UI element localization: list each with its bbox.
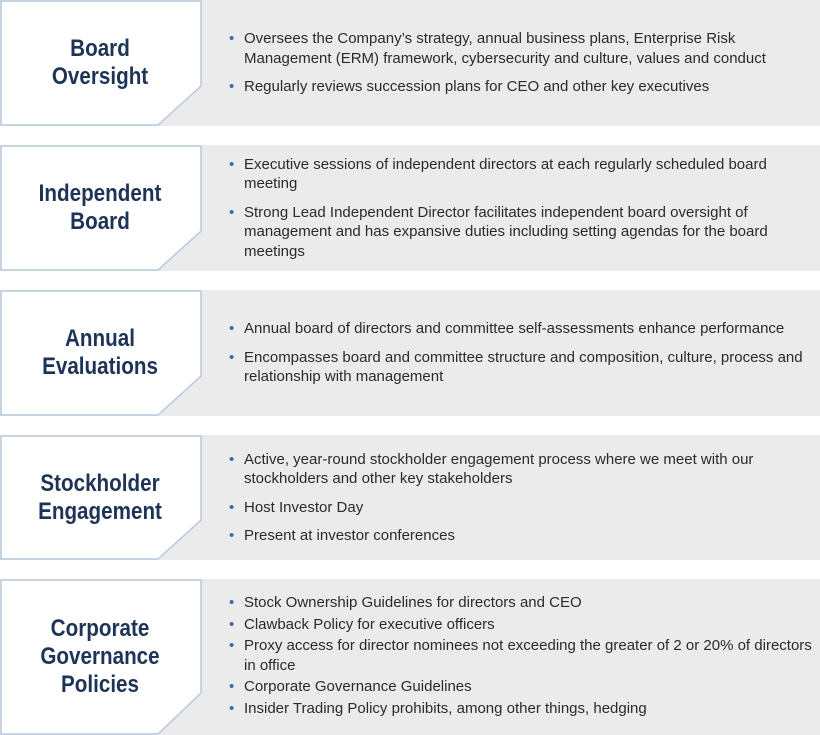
section-title-line: Board: [70, 208, 130, 235]
section-title-line: Annual: [65, 325, 135, 352]
bullet-item: • Insider Trading Policy prohibits, among other things, hedging: [228, 699, 816, 719]
bullet-item: • Strong Lead Independent Director facilitates independent board oversight of management and has expansive duties including setting agendas for the board meetings: [228, 203, 816, 262]
bullet-list: [228, 579, 816, 735]
bullet-item: • Present at investor conferences: [228, 526, 816, 546]
bullet-list: [228, 290, 816, 416]
bullet-item: • Executive sessions of independent directors at each regularly scheduled board meeting: [228, 155, 816, 194]
section-stockholder-engagement: [0, 435, 820, 560]
section-board-oversight: [0, 0, 820, 126]
bullet-list: [228, 145, 816, 271]
section-title-line: Evaluations: [42, 353, 158, 380]
bullet-item: • Regularly reviews succession plans for CEO and other key executives: [228, 77, 816, 97]
bullet-item: • Active, year-round stockholder engagement process where we meet with our stockholders and other key stakeholders: [228, 450, 816, 489]
section-label-box: [0, 290, 202, 416]
section-title-line: Board: [70, 35, 130, 62]
section-title: [14, 0, 186, 126]
bullet-item: • Host Investor Day: [228, 498, 816, 518]
section-title: [14, 435, 186, 560]
bullet-item: • Proxy access for director nominees not exceeding the greater of 2 or 20% of directors in office: [228, 636, 816, 675]
bullet-item: • Encompasses board and committee structure and composition, culture, process and relationship with management: [228, 348, 816, 387]
section-corporate-governance-policies: [0, 579, 820, 735]
section-title-line: Policies: [60, 671, 140, 698]
section-label-box: [0, 579, 202, 735]
bullet-list: [228, 435, 816, 560]
bullet-item: • Clawback Policy for executive officers: [228, 615, 816, 635]
section-title: [14, 145, 186, 271]
section-title: [14, 290, 186, 416]
section-label-box: [0, 435, 202, 560]
bullet-item: • Oversees the Company’s strategy, annual business plans, Enterprise Risk Management (ERM) framework, cybersecurity and culture, values and conduct: [228, 29, 816, 68]
section-title-line: Corporate: [50, 615, 150, 642]
bullet-list: [228, 0, 816, 126]
section-title-line: Engagement: [38, 497, 162, 525]
section-title-line: Stockholder: [40, 469, 160, 497]
section-title-line: Independent: [38, 180, 162, 207]
section-title: [14, 579, 186, 735]
section-title-line: Governance: [40, 643, 160, 670]
section-title-line: Oversight: [51, 63, 149, 90]
section-label-box: [0, 0, 202, 126]
bullet-item: • Corporate Governance Guidelines: [228, 677, 816, 697]
section-independent-board: [0, 145, 820, 271]
section-annual-evaluations: [0, 290, 820, 416]
bullet-item: • Annual board of directors and committee self-assessments enhance performance: [228, 319, 816, 339]
section-label-box: [0, 145, 202, 271]
bullet-item: • Stock Ownership Guidelines for directors and CEO: [228, 593, 816, 613]
